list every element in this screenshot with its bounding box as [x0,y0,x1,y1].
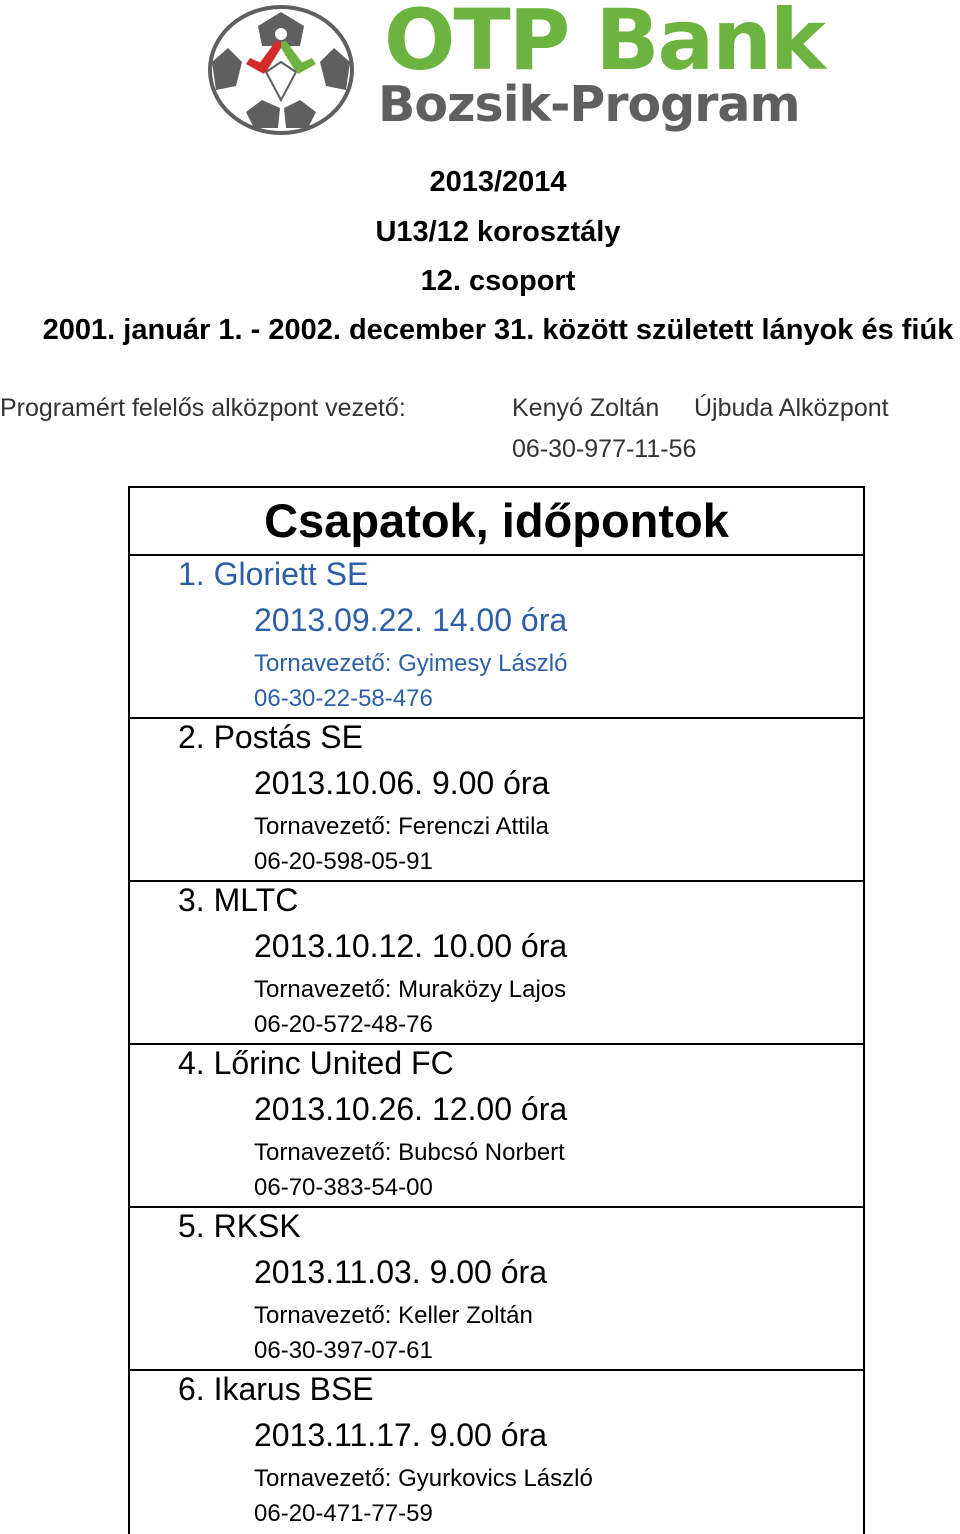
match-date: 2013.11.17. 9.00 óra [254,1417,547,1453]
leader-phone: 06-20-471-77-59 [254,1500,433,1527]
contact-name: Kenyó Zoltán [512,394,660,422]
contact-phone: 06-30-977-11-56 [512,435,697,463]
brand-subtitle: Bozsik-Program [378,76,800,133]
tournament-leader: Tornavezető: Keller Zoltán [254,1302,533,1329]
tournament-leader: Tornavezető: Gyurkovics László [254,1465,593,1492]
leader-phone: 06-70-383-54-00 [254,1174,433,1201]
team-name: 4. Lőrinc United FC [178,1045,454,1081]
tournament-leader: Tornavezető: Muraközy Lajos [254,976,567,1003]
brand-name: OTP Bank [384,0,824,89]
match-date: 2013.10.26. 12.00 óra [254,1091,568,1127]
group-heading: 12. csoport [420,265,576,297]
otp-bozsik-logo [206,0,824,136]
match-date: 2013.10.06. 9.00 óra [254,765,550,801]
team-name: 5. RKSK [178,1208,301,1244]
leader-phone: 06-20-598-05-91 [254,848,433,875]
birth-range-heading: 2001. január 1. - 2002. december 31. között született lányok és fiúk [42,314,954,346]
leader-phone: 06-30-397-07-61 [254,1337,433,1364]
season-heading: 2013/2014 [429,166,567,198]
contact-center: Újbuda Alközpont [694,394,889,422]
team-entry [130,880,863,1045]
team-entry [130,554,863,719]
schedule-title: Csapatok, időpontok [130,488,863,556]
leader-phone: 06-30-22-58-476 [254,685,433,712]
team-entry [130,1206,863,1371]
match-date: 2013.09.22. 14.00 óra [254,602,568,638]
tournament-leader: Tornavezető: Gyimesy László [254,650,568,677]
tournament-leader: Tornavezető: Ferenczi Attila [254,813,549,840]
team-entry [130,1369,863,1532]
match-date: 2013.10.12. 10.00 óra [254,928,568,964]
tournament-leader: Tornavezető: Bubcsó Norbert [254,1139,565,1166]
soccer-ball-logo-icon [206,4,356,136]
leader-phone: 06-20-572-48-76 [254,1011,433,1038]
team-entry [130,717,863,882]
schedule-box [128,486,865,1534]
team-entry [130,1043,863,1208]
contact-label: Programért felelős alközpont vezető: [0,394,406,422]
match-date: 2013.11.03. 9.00 óra [254,1254,547,1290]
age-group-heading: U13/12 korosztály [375,216,621,248]
team-name: 1. Gloriett SE [178,556,369,592]
team-name: 3. MLTC [178,882,299,918]
team-name: 2. Postás SE [178,719,363,755]
team-name: 6. Ikarus BSE [178,1371,374,1407]
